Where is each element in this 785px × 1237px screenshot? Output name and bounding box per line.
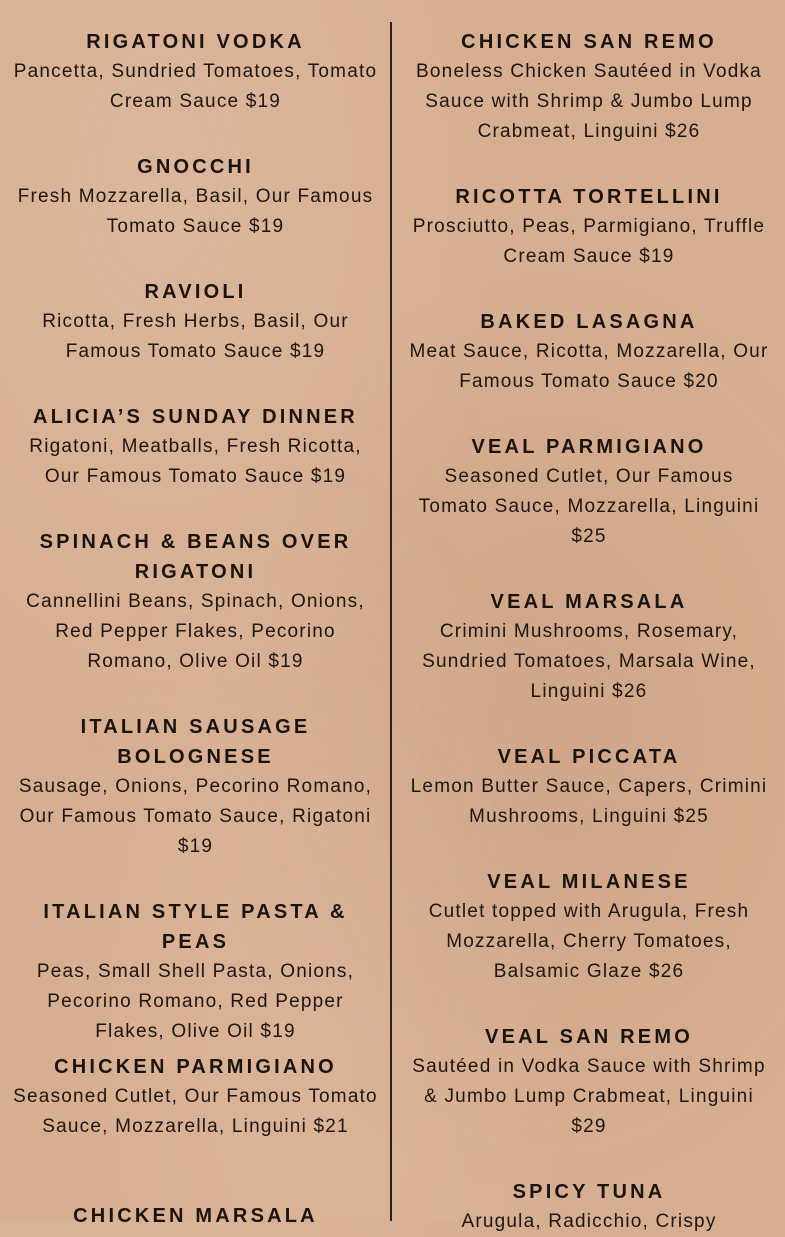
menu-item-spicy-tuna (393, 1177, 785, 1237)
menu-item-veal-san-remo (393, 1022, 785, 1142)
menu-item-description: Prosciutto, Peas, Parmigiano, Truffle Cream Sauce $19 (412, 216, 766, 267)
menu-item-name: VEAL MILANESE (487, 871, 691, 893)
menu-item-chicken-san-remo (393, 27, 785, 147)
column-divider (390, 22, 392, 1221)
menu-item-name: SPICY TUNA (512, 1181, 666, 1203)
menu-item-name: VEAL MARSALA (490, 591, 688, 613)
menu-item-baked-lasagna (393, 307, 785, 397)
menu-item-description: Lemon Butter Sauce, Capers, Crimini Mushrooms, Linguini $25 (410, 776, 768, 827)
menu-item-description: Pancetta, Sundried Tomatoes, Tomato Cream Sauce $19 (13, 61, 378, 112)
menu-item-description: Sautéed in Vodka Sauce with Shrimp & Jumbo Lump Crabmeat, Linguini $29 (412, 1056, 766, 1137)
menu-item-rigatoni-vodka (0, 27, 391, 117)
menu-item-name: CHICKEN PARMIGIANO (54, 1056, 337, 1078)
menu-item-name: ALICIA’S SUNDAY DINNER (33, 406, 358, 428)
menu-item-veal-marsala (393, 587, 785, 707)
menu-item-description: Arugula, Radicchio, Crispy (461, 1211, 717, 1232)
menu-item-gnocchi (0, 152, 391, 242)
menu-item-description: Ricotta, Fresh Herbs, Basil, Our Famous Tomato Sauce $19 (42, 311, 349, 362)
menu-item-alicias-sunday-dinner (0, 402, 391, 492)
menu-item-description: Cutlet topped with Arugula, Fresh Mozzarella, Cherry Tomatoes, Balsamic Glaze $26 (428, 901, 750, 982)
menu-item-description: Seasoned Cutlet, Our Famous Tomato Sauce, Mozzarella, Linguini $25 (418, 466, 760, 547)
menu-item-veal-parmigiano (393, 432, 785, 552)
menu-item-description: Peas, Small Shell Pasta, Onions, Pecorino Romano, Red Pepper Flakes, Olive Oil $19 (36, 961, 355, 1042)
menu-item-description: Rigatoni, Meatballs, Fresh Ricotta, Our Famous Tomato Sauce $19 (29, 436, 362, 487)
menu-item-veal-piccata (393, 742, 785, 832)
menu-item-spinach-beans-rigatoni (0, 527, 391, 677)
menu-item-description: Seasoned Cutlet, Our Famous Tomato Sauce, Mozzarella, Linguini $21 (13, 1086, 378, 1137)
menu-column-right (393, 0, 785, 1232)
menu-item-description: Sausage, Onions, Pecorino Romano, Our Famous Tomato Sauce, Rigatoni $19 (18, 776, 373, 857)
menu-item-name: VEAL PARMIGIANO (471, 436, 707, 458)
menu-item-description: Crimini Mushrooms, Rosemary, Sundried Tomatoes, Marsala Wine, Linguini $26 (422, 621, 756, 702)
menu-item-ricotta-tortellini (393, 182, 785, 272)
menu-item-name: CHICKEN MARSALA (73, 1205, 318, 1227)
menu-item-name: GNOCCHI (137, 156, 254, 178)
menu-item-description: Meat Sauce, Ricotta, Mozzarella, Our Famous Tomato Sauce $20 (409, 341, 769, 392)
menu-item-name: ITALIAN STYLE PASTA & PEAS (43, 901, 348, 953)
menu-item-name: CHICKEN SAN REMO (461, 31, 717, 53)
menu-item-chicken-parmigiano (0, 1052, 391, 1142)
menu-column-left (0, 0, 391, 1227)
menu-item-ravioli (0, 277, 391, 367)
menu-item-name: RICOTTA TORTELLINI (455, 186, 723, 208)
menu-item-italian-sausage-bolognese (0, 712, 391, 862)
menu-item-name: VEAL PICCATA (497, 746, 681, 768)
menu-item-name: ITALIAN SAUSAGE BOLOGNESE (80, 716, 311, 768)
menu-item-description: Cannellini Beans, Spinach, Onions, Red Pepper Flakes, Pecorino Romano, Olive Oil $19 (26, 591, 365, 672)
menu-item-name: RAVIOLI (144, 281, 247, 303)
menu-item-name: RIGATONI VODKA (86, 31, 305, 53)
menu-item-name: BAKED LASAGNA (480, 311, 698, 333)
menu-item-veal-milanese (393, 867, 785, 987)
menu-item-chicken-marsala (0, 1201, 391, 1231)
menu-item-description: Boneless Chicken Sautéed in Vodka Sauce with Shrimp & Jumbo Lump Crabmeat, Linguini $26 (416, 61, 762, 142)
menu-item-name: SPINACH & BEANS OVER RIGATONI (39, 531, 352, 583)
menu-item-italian-style-pasta-peas (0, 897, 391, 1047)
menu-item-name: VEAL SAN REMO (485, 1026, 693, 1048)
menu-item-description: Fresh Mozzarella, Basil, Our Famous Tomato Sauce $19 (17, 186, 374, 237)
